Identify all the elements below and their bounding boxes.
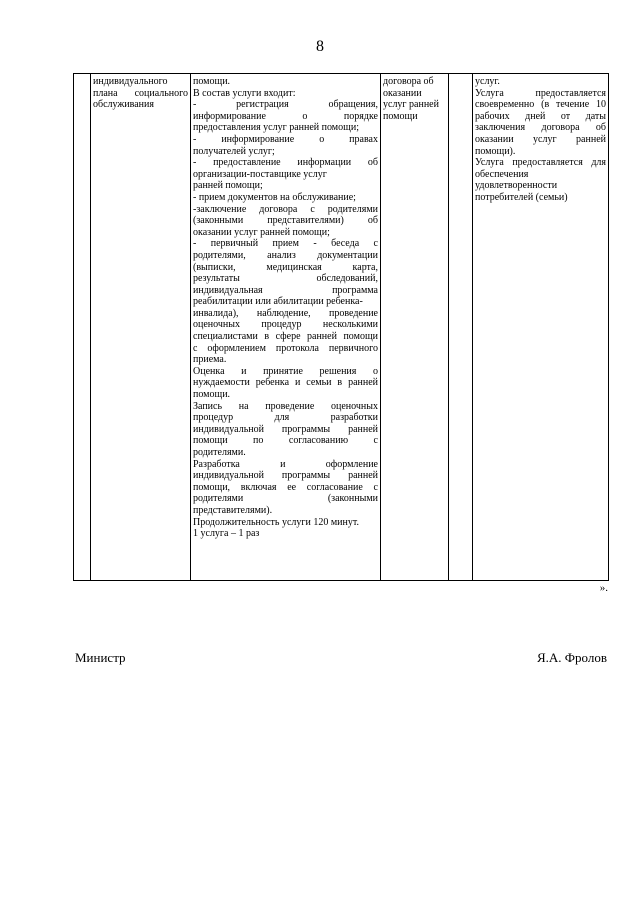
text-line: договора об: [383, 76, 434, 87]
text-line: услуг ранней: [383, 99, 439, 111]
text-line: помощи по согласованию с: [193, 435, 378, 447]
text-line: - информирование о правах: [193, 133, 378, 145]
text-line: индивидуальной программы ранней: [193, 423, 378, 435]
text-line: помощи, включая ее согласование с: [193, 481, 378, 493]
text-line: Запись на проведение оценочных: [193, 400, 378, 412]
text-line: - регистрация обращения,: [193, 99, 378, 111]
text-line: обеспечения: [475, 168, 529, 180]
text-line: Разработка и оформление: [193, 458, 378, 470]
text-line: плана социального: [93, 87, 188, 99]
col-number-cell: [74, 74, 91, 581]
col-quality-cell: [473, 74, 609, 581]
text-line: Услуга предоставляется для: [475, 157, 606, 169]
text-line: оценочных процедур несколькими: [193, 319, 378, 331]
text-line: родителями (законными: [193, 493, 378, 505]
text-line: представителями).: [193, 504, 273, 516]
text-line: оказании: [383, 87, 422, 99]
text-line: - первичный прием - беседа с: [193, 238, 378, 250]
text-line: индивидуальная программа: [193, 284, 378, 296]
text-line: специалистами в сфере ранней помощи: [193, 331, 378, 343]
text-line: реабилитации или абилитации ребенка-: [193, 296, 363, 308]
text-line: обслуживания: [93, 99, 154, 111]
text-line: услуг.: [475, 76, 500, 87]
text-line: с оформлением протокола первичного: [193, 342, 378, 354]
text-line: В состав услуги входит:: [193, 87, 296, 99]
text-line: потребителей (семьи): [475, 191, 568, 203]
table-row: [74, 74, 609, 581]
text-line: результаты обследований,: [193, 273, 378, 285]
text-line: Услуга предоставляется: [475, 87, 606, 99]
text-line: своевременно (в течение 10: [475, 99, 606, 111]
text-line: удовлетворенности: [475, 180, 558, 192]
text-line: - прием документов на обслуживание;: [193, 191, 356, 203]
text-line: 1 услуга – 1 раз: [193, 528, 260, 540]
text-line: родителями, анализ документации: [193, 249, 378, 261]
text-line: (законными представителями) об: [193, 215, 378, 227]
text-line: Оценка и принятие решения о: [193, 365, 378, 377]
text-line: родителями.: [193, 447, 246, 458]
page-number: 8: [316, 38, 324, 55]
signatory-name: Я.А. Фролов: [536, 650, 607, 665]
col-name-cell: [91, 74, 191, 581]
text-line: помощи: [383, 110, 418, 122]
text-line: организации-поставщике услуг: [193, 168, 327, 180]
text-line: помощи).: [475, 145, 516, 157]
text-line: процедур для разработки: [193, 412, 378, 424]
text-line: нуждаемости ребенка и семьи в ранней: [193, 377, 378, 389]
text-line: индивидуального: [93, 76, 168, 87]
signatory-title: Министр: [75, 650, 126, 665]
text-line: получателей услуг;: [193, 145, 275, 157]
col-empty-cell: [449, 74, 473, 581]
col-description-cell: [191, 74, 381, 581]
text-line: заключения договора об: [475, 122, 606, 134]
text-line: индивидуальной программы ранней: [193, 470, 378, 482]
text-line: рабочих дней от даты: [475, 110, 606, 122]
text-line: оказании услуг ранней помощи;: [193, 226, 330, 238]
text-line: предоставления услуг ранней помощи;: [193, 122, 359, 134]
text-line: инвалида), наблюдение, проведение: [193, 307, 378, 319]
text-line: Продолжительность услуги 120 минут.: [193, 516, 360, 528]
text-line: помощи.: [193, 389, 231, 401]
closing-quote: ».: [599, 582, 608, 594]
text-line: - предоставление информации об: [193, 157, 378, 169]
text-line: помощи.: [193, 76, 231, 87]
services-table: [73, 73, 609, 581]
text-line: -заключение договора с родителями: [193, 203, 378, 215]
text-line: ранней помощи;: [193, 180, 263, 192]
text-line: оказании услуг ранней: [475, 133, 606, 145]
text-line: информирование о порядке: [193, 110, 378, 122]
text-line: (выписки, медицинская карта,: [193, 261, 378, 273]
col-term-cell: [381, 74, 449, 581]
text-line: приема.: [193, 354, 227, 366]
